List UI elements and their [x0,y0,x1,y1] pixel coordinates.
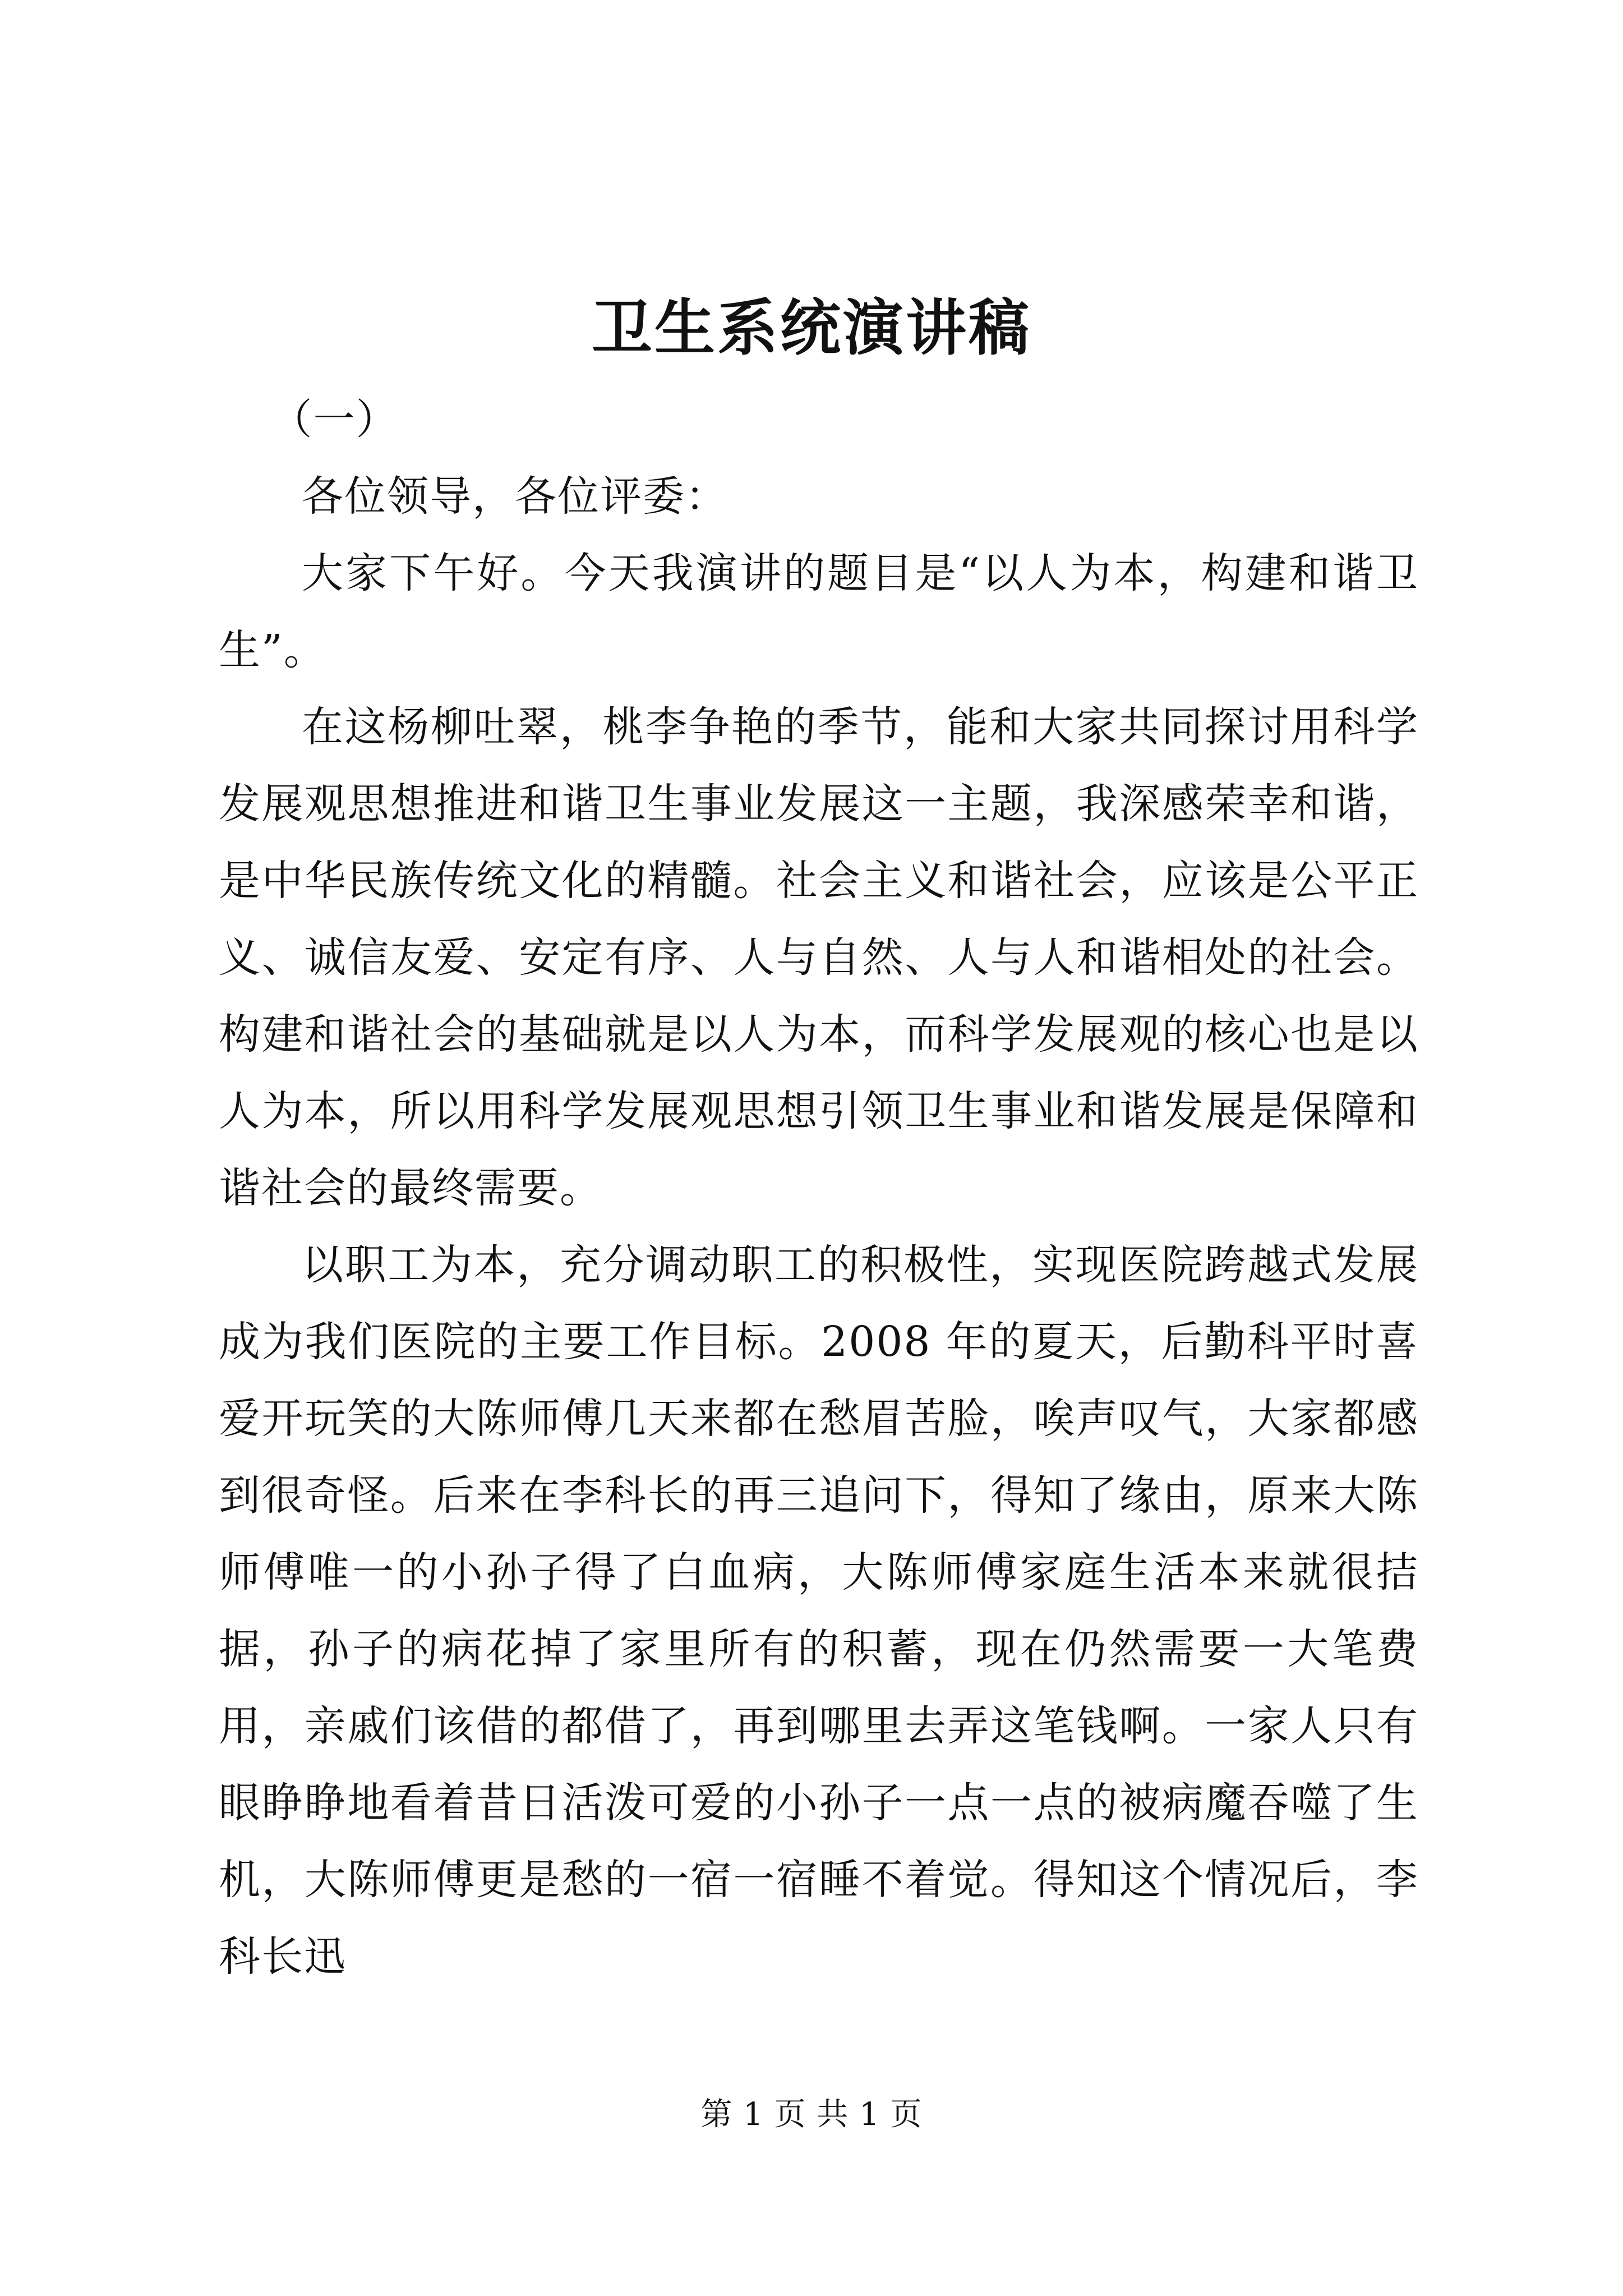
document-body [219,381,1419,1995]
page-footer: 第 1 页 共 1 页 [700,2096,923,2133]
paragraph-greeting: 大家下午好。今天我演讲的题目是“以人为本，构建和谐卫生”。 [219,549,1419,674]
paragraph-harmony: 在这杨柳吐翠，桃李争艳的季节，能和大家共同探讨用科学发展观思想推进和谐卫生事业发展这一主题，我深感荣幸和谐，是中华民族传统文化的精髓。社会主义和谐社会，应该是公平正义、诚信友爱、安定有序、人与自然、人与人和谐相处的社会。构建和谐社会的基础就是以人为本，而科学发展观的核心也是以人为本，所以用科学发展观思想引领卫生事业和谐发展是保障和谐社会的最终需要。 [219,703,1419,1212]
document-title: 卫生系统演讲稿 [591,293,1031,364]
section-label: （一） [270,395,399,444]
paragraph-story: 以职工为本，充分调动职工的积极性，实现医院跨越式发展成为我们医院的主要工作目标。2008 年的夏天，后勤科平时喜爱开玩笑的大陈师傅几天来都在愁眉苦脸，唉声叹气，大家都感到很奇怪。后来在李科长的再三追问下，得知了缘由，原来大陈师傅唯一的小孙子得了白血病，大陈师傅家庭生活本来就很拮据，孙子的病花掉了家里所有的积蓄，现在仍然需要一大笔费用，亲戚们该借的都借了，再到哪里去弄这笔钱啊。一家人只有眼睁睁地看着昔日活泼可爱的小孙子一点一点的被病魔吞噬了生机，大陈师傅更是愁的一宿一宿睡不着觉。得知这个情况后，李科长迅 [219,1241,1419,1981]
paragraph-salutation: 各位领导，各位评委： [302,472,728,521]
